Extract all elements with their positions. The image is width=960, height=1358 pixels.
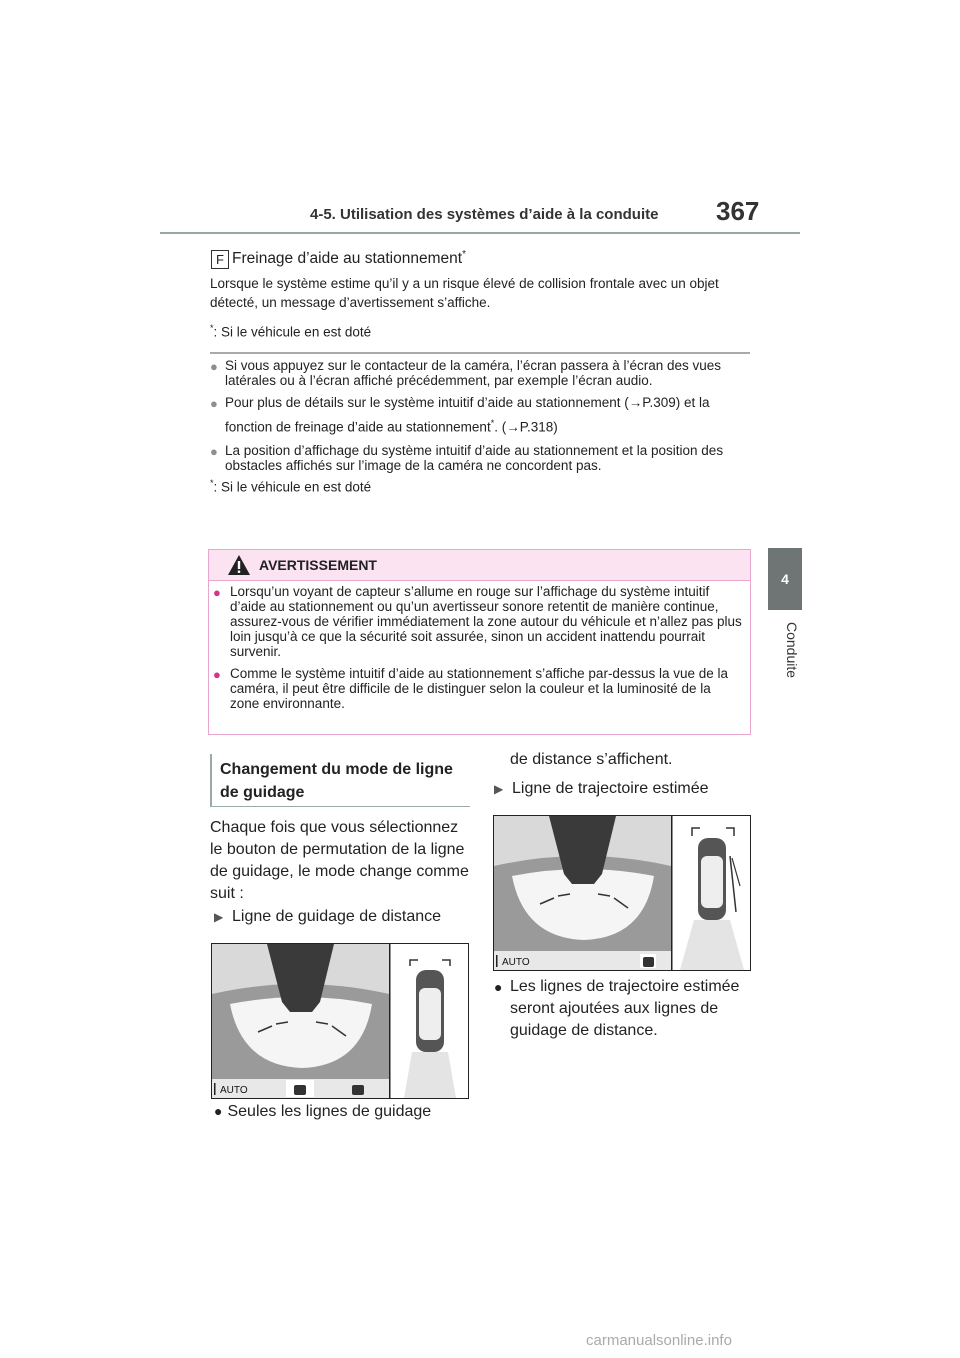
chapter-tab: 4 xyxy=(768,548,802,610)
info-bullet xyxy=(210,358,750,388)
camera-view-trajectory-lines xyxy=(493,815,751,971)
running-header: 4-5. Utilisation des systèmes d’aide à la conduite xyxy=(310,206,659,223)
bullet-text: La position d’affichage du système intuitif d’aide au stationnement et la position des obstacles affichés sur l’image de la caméra ne concordent pas. xyxy=(225,442,724,473)
watermark: carmanualsonline.info xyxy=(586,1332,732,1349)
mode2-label-text: Ligne de trajectoire estimée xyxy=(512,780,709,797)
bullet-text: Pour plus de détails sur le système intuitif d’aide au stationnement (→P.309) et la fonction de freinage d’aide au stationnement xyxy=(225,395,710,435)
warning-header xyxy=(209,550,750,581)
camera-view-distance-lines xyxy=(211,943,469,1099)
chapter-label: Conduite xyxy=(784,622,800,679)
mode2-desc xyxy=(494,976,744,1042)
bullet-dot-icon: ● xyxy=(210,396,218,411)
bullet-mark: * xyxy=(490,418,495,428)
page-number: 367 xyxy=(716,196,760,226)
bullet-dot-icon: ● xyxy=(210,443,218,459)
bullet-dot-icon: ● xyxy=(494,979,503,995)
warning-title: AVERTISSEMENT xyxy=(259,557,377,573)
section-title xyxy=(232,249,466,268)
footnote-mark: * xyxy=(210,323,214,333)
warning-item-text: Comme le système intuitif d’aide au stationnement s’affiche par-dessus la vue de la caméra, il peut être difficile de le distinguer selon la couleur et la luminosité de la zone environnante. xyxy=(230,666,729,711)
warning-item xyxy=(213,584,743,659)
warning-dot-icon: ● xyxy=(213,585,221,600)
footnote-text: : Si le véhicule en est doté xyxy=(213,324,372,340)
info-bullet xyxy=(210,443,750,473)
bullet-text-end: . (→P.318) xyxy=(494,419,558,435)
bullet-dot-icon: ● xyxy=(214,1103,223,1119)
mode1-label-text: Ligne de guidage de distance xyxy=(232,908,442,925)
section-letter-box: F xyxy=(211,250,229,269)
triangle-right-icon: ▶ xyxy=(494,782,504,796)
intro-paragraph: Chaque fois que vous sélectionnez le bouton de permutation de la ligne de guidage, le mode change comme suit : xyxy=(210,819,469,902)
header-rule xyxy=(160,232,800,234)
info-bullets xyxy=(210,358,750,494)
mode1-desc-continued: de distance s’affichent. xyxy=(510,751,673,768)
mode2-desc-item xyxy=(494,976,744,1042)
bullet-text: Si vous appuyez sur le contacteur de la caméra, l’écran passera à l’écran des vues latérales ou à l’écran affiché précédemment, par exemple l’écran audio. xyxy=(225,358,722,388)
warning-item-text: Lorsqu’un voyant de capteur s’allume en rouge sur l’affichage du système intuitif d’aide au stationnement ou qu’un avertisseur sonore retentit de manière continue, assurez-vous de vérifier immédiatement la zone autour du véhicule et n’allez pas plus loin jusqu’à ce que la sécurité soit assurée, sinon un accident inattendu pourrait survenir. xyxy=(230,584,742,659)
footnote-mark: * xyxy=(210,477,214,488)
info-bullet xyxy=(210,393,750,438)
mode2-label xyxy=(494,780,709,798)
mode2-desc-text: Les lignes de trajectoire estimée seront ajoutées aux lignes de guidage de distance. xyxy=(510,978,740,1039)
mode1-label xyxy=(214,908,441,926)
section-title-text: Freinage d’aide au stationnement xyxy=(232,250,463,268)
footnote xyxy=(210,319,750,342)
mode1-desc xyxy=(214,1103,431,1121)
subsection-heading: Changement du mode de ligne de guidage xyxy=(220,761,453,801)
warning-box xyxy=(208,549,751,735)
warning-item xyxy=(213,666,743,711)
warning-body xyxy=(213,584,743,718)
warning-dot-icon: ● xyxy=(213,667,221,682)
auto-badge: AUTO xyxy=(220,1085,248,1096)
section-paragraph-text: Lorsque le système estime qu’il y a un risque élevé de collision frontale avec un objet détecté, un message d’avertissement s’affiche. xyxy=(210,276,719,310)
warning-triangle-icon xyxy=(227,554,251,576)
triangle-right-icon: ▶ xyxy=(214,910,224,924)
auto-badge: AUTO xyxy=(502,957,530,968)
bullet-dot-icon: ● xyxy=(210,359,218,374)
section-title-mark: * xyxy=(462,249,466,260)
mode1-desc-text: Seules les lignes de guidage xyxy=(227,1103,432,1120)
section-paragraph xyxy=(210,274,750,342)
footnote-text: : Si le véhicule en est doté xyxy=(213,479,372,494)
subsection-heading-box xyxy=(210,754,470,807)
separator-rule xyxy=(210,352,750,354)
footnote xyxy=(210,478,750,495)
